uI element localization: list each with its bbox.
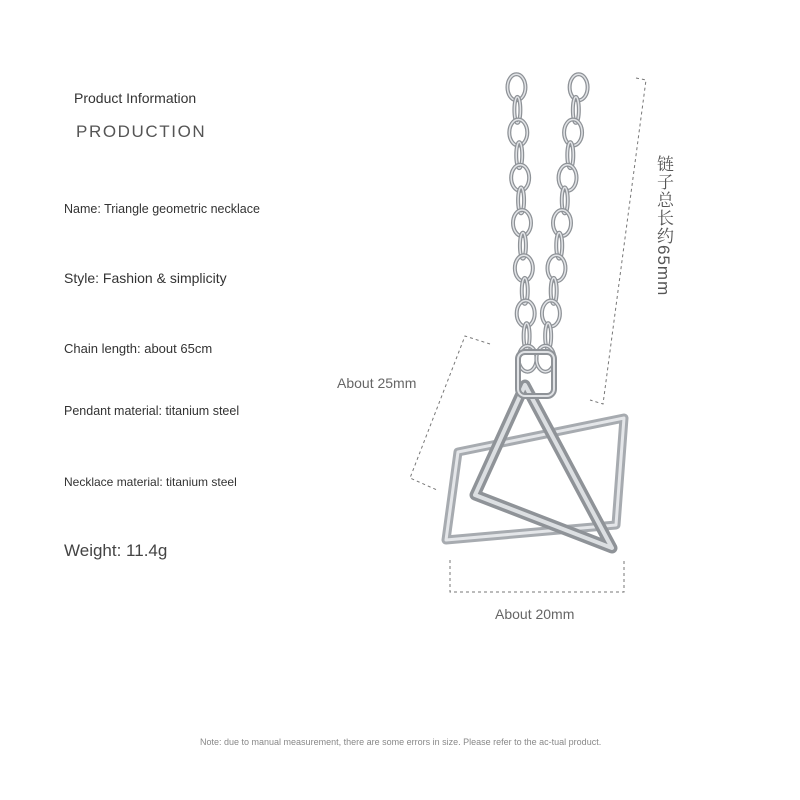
chain-link-highlight [559,165,577,191]
spec-pendant-material: Pendant material: titanium steel [64,404,240,418]
spec-necklace-material: Necklace material: titanium steel [64,475,237,489]
spec-weight: Weight: 11.4g [64,541,168,560]
spec-style: Style: Fashion & simplicity [64,270,227,286]
chain-link-highlight [547,255,565,281]
dim-line-width [410,336,490,490]
dimension-pendant-width: About 25mm [337,375,417,391]
chain-link-highlight [570,74,588,100]
dim-line-bottom [450,560,624,592]
spec-chain-length: Chain length: about 65cm [64,341,213,356]
chain-link-highlight [542,300,560,326]
chain-link-highlight [553,210,571,236]
chain-left [507,74,536,371]
measurement-note: Note: due to manual measurement, there are some errors in size. Please refer to the ac-tual product. [200,737,602,747]
header-title: Product Information [74,90,197,106]
dimension-chain-total: 链子总长约65mm [654,155,673,297]
spec-name: Name: Triangle geometric necklace [64,202,260,216]
dimension-pendant-bottom: About 20mm [495,606,575,622]
header-subtitle: PRODUCTION [76,122,207,141]
chain-right [536,74,587,371]
chain-link-highlight [564,120,582,146]
dim-line-chain [590,78,646,404]
